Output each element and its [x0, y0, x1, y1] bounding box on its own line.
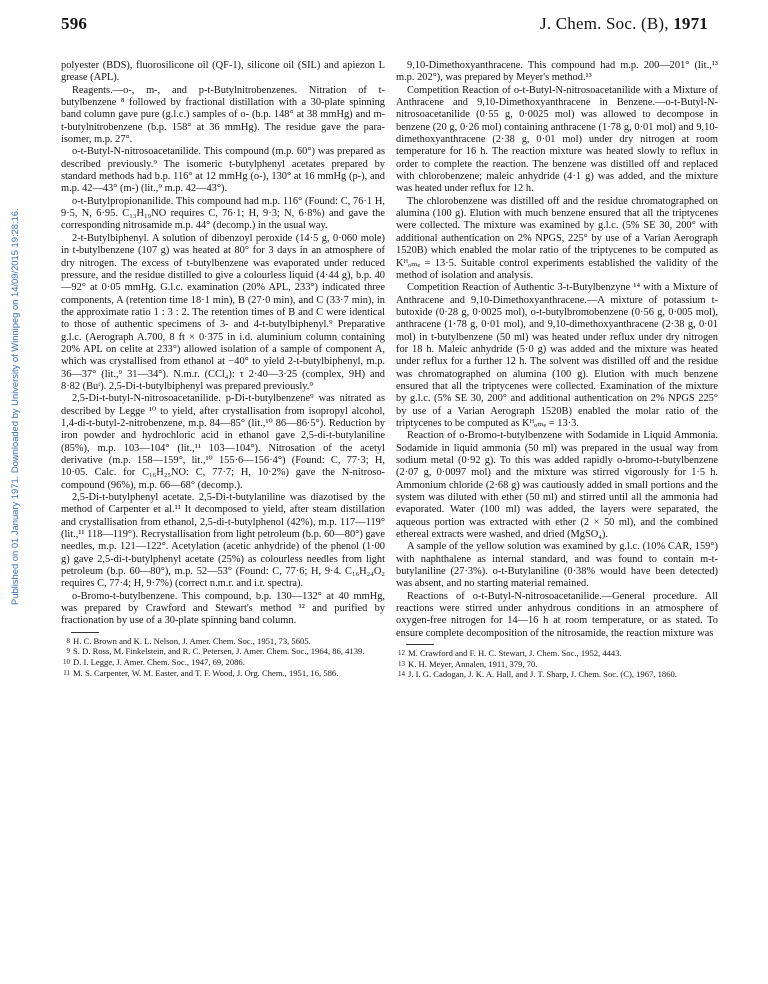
- footnote-text: J. I. G. Cadogan, J. K. A. Hall, and J. T. Sharp, J. Chem. Soc. (C), 1967, 1860.: [408, 669, 677, 680]
- paragraph: 2,5-Di-t-butyl-N-nitrosoacetanilide. p-Di-t-butylbenzene⁹ was nitrated as described by Legge ¹⁰ to yield, after crystallisation from isopropyl alcohol, 1,4-di-t-butyl-2-nitrobenzene, m.p. 84—85° (lit.,¹⁰ 86—86·5°). Reduction by iron powder and hydrochloric acid in ethanol gave 2,5-di-t-butylaniline (85%), m.p. 103—104° (lit.,¹¹ 103—104°). Nitrosation of the acetyl derivative (m.p. 158—159°, lit.,¹⁰ 155·6—156·4°) (Found: C, 77·3; H, 10·05. Calc. for C₁₆H₂₅NO: C, 77·7; H, 10·2%) gave the N-nitroso-compound (96%), m.p. 66—68° (decomp.).: [61, 393, 385, 491]
- footnote: [61, 668, 385, 679]
- paragraph: 9,10-Dimethoxyanthracene. This compound had m.p. 200—201° (lit.,¹³ m.p. 202°), was prepared by Meyer's method.¹³: [396, 60, 718, 84]
- footnote: [61, 646, 385, 657]
- footnote: [61, 657, 385, 668]
- left-column: [61, 60, 385, 678]
- footnote: [396, 669, 718, 680]
- footnote-rule: [71, 632, 99, 633]
- footnote-text: S. D. Ross, M. Finkelstein, and R. C. Petersen, J. Amer. Chem. Soc., 1964, 86, 4139.: [73, 646, 365, 657]
- paragraph: A sample of the yellow solution was examined by g.l.c. (10% CAR, 159°) with naphthalene as internal standard, and was found to contain m-t-butylaniline (27·3%). o-t-Butylaniline (0·38% would have been detected) was absent, and no starting material remained.: [396, 541, 718, 590]
- footnote-mark: 11: [63, 668, 70, 677]
- journal-header: [540, 14, 708, 34]
- footnotes: [61, 632, 385, 678]
- footnote-text: H. C. Brown and K. L. Nelson, J. Amer. Chem. Soc., 1951, 73, 5605.: [73, 635, 311, 646]
- paragraph: 2,5-Di-t-butylphenyl acetate. 2,5-Di-t-butylaniline was diazotised by the method of Carpenter et al.¹¹ It decomposed to yield, after steam distillation and crystallisation from ethanol, 2,5-di-t-butylphenol (42%), m.p. 117—119° (lit.,¹¹ 118—119°). Recrystallisation from light petroleum (b.p. 60—80°) gave needles, m.p. 121—122°. Acetylation (acetic anhydride) of the phenol (1·00 g) gave 2,5-di-t-butylphenyl acetate (25%) as colourless needles from light petroleum (b.p. 60—80°), m.p. 52—53° (Found: C, 77·6; H, 9·4. C₁₆H₂₄O₂ requires C, 77·4; H, 9·7%) (correct n.m.r. and i.r. spectra).: [61, 492, 385, 590]
- download-watermark: Published on 01 January 1971. Downloaded by University of Winnipeg on 14/09/2015 19:28:16.: [9, 208, 20, 605]
- footnote-rule: [406, 644, 434, 645]
- footnote-mark: 14: [398, 670, 405, 679]
- paragraph: Reactions of o-t-Butyl-N-nitrosoacetanilide.—General procedure. All reactions were stirred under anhydrous conditions in an atmosphere of oxygen-free nitrogen for 14—16 h at room temperature, or as stated. To ensure complete decomposition of the nitrosamide, the reaction mixture was: [396, 590, 718, 639]
- paragraph: Reaction of o-Bromo-t-butylbenzene with Sodamide in Liquid Ammonia. Sodamide in liquid ammonia (50 ml) was prepared in the usual way from sodium metal (0·92 g). To this was added rapidly o-bromo-t-butylbenzene (2·07 g, 0·0097 mol) and the mixture was stirred vigorously for 1·5 h. Ammonium chloride (2·68 g) was cautiously added in small portions and the system was diluted with ether (50 ml) and stirred until all the ammonia had evaporated. Water (100 ml) was added, the layers were separated, the aqueous portion was extracted with ether (2 × 50 ml), and the combined ethereal extracts were washed, and dried (MgSO₄).: [396, 430, 718, 541]
- right-column: [396, 60, 718, 680]
- paragraph: 2-t-Butylbiphenyl. A solution of dibenzoyl peroxide (14·5 g, 0·060 mole) in t-butylbenzene (107 g) was heated at 80° for 3 days in an atmosphere of dry nitrogen. The excess of t-butylbenzene was evaporated under reduced pressure, and the residue distilled to give a colourless liquid (4·44 g), b.p. 40—92° at 0·05 mmHg. G.l.c. examination (20% APL, 233°) indicated three components, A (retention time 18·1 min), B (27·0 min), and C (33·7 min), in the approximate ratio 1 : 3 : 2. The retention times of B and C were identical to those of authentic specimens of 3- and 4-t-butylbiphenyl.⁹ Preparative g.l.c. (Aerograph A.700, 8 ft × 0·375 in i.d. aluminium column containing 20% APL on celite at 233°) allowed isolation of a sample of component A, which was crystallised from ethanol at −40° to yield 2-t-butylbiphenyl, m.p. 36—37° (lit.,⁹ 31—34°). N.m.r. (CCl₄): τ 2·40—3·25 (complex, 9H) and 8·82 (Buᵗ). 2,5-Di-t-butylbiphenyl was prepared previously.⁹: [61, 232, 385, 392]
- footnote: [396, 659, 718, 670]
- paragraph: Competition Reaction of o-t-Butyl-N-nitrosoacetanilide with a Mixture of Anthracene and 9,10-Dimethoxyanthracene in Benzene.—o-t-Butyl-N-nitrosoacetanilide (0·55 g, 0·0025 mol) was allowed to decompose in benzene (20 g, 0·26 mol) containing anthracene (1·78 g, 0·01 mol) and 9,10-dimethoxyanthracene (2·38 g, 0·01 mol) under dry nitrogen at room temperature for 16 h. The reaction mixture was heated slowly to reflux in order to complete the reaction. The benzene was distilled off and replaced with chlorobenzene; maleic anhydride (4·1 g) was added, and the mixture was heated under reflux for 12 h.: [396, 84, 718, 195]
- page-number: 596: [61, 14, 88, 33]
- journal-title: J. Chem. Soc. (B),: [540, 14, 669, 33]
- journal-year: 1971: [673, 14, 708, 33]
- paragraph: Reagents.—o-, m-, and p-t-Butylnitrobenzenes. Nitration of t-butylbenzene ⁸ followed by fractional distillation with a 30-plate spinning band column gave pure (g.l.c.) samples of o- (b.p. 148° at 38 mmHg) and m-t-butylnitrobenzene (b.p. 158° at 36 mmHg). The residue gave the para-isomer, m.p. 27°.: [61, 84, 385, 146]
- paragraph: o-t-Butylpropionanilide. This compound had m.p. 116° (Found: C, 76·1 H, 9·5, N, 6·95. C₁₃H₁₉NO requires C, 76·1; H, 9·3; N, 6·8%) and gave the corresponding nitrosamide m.p. 44° (decomp.) in the usual way.: [61, 195, 385, 232]
- paragraph: o-Bromo-t-butylbenzene. This compound, b.p. 130—132° at 40 mmHg, was prepared by Crawford and Stewart's method ¹² and purified by fractionation by use of a 30-plate spinning band column.: [61, 590, 385, 627]
- paragraph: The chlorobenzene was distilled off and the residue chromatographed on alumina (100 g). Elution with much benzene ensured that all the triptycenes were collected. The mixture was examined by g.l.c. (5% SE 30, 200° with additional authentication on 2% NPGS, 225° by use of a Varian Aerograph 1520B) which enabled the molar ratio of the triptycenes to be computed as Kᴴₒₘₑ = 13·5. Suitable control experiments established the validity of the method of isolation and analysis.: [396, 195, 718, 281]
- footnote-mark: 12: [398, 649, 405, 658]
- footnote-text: M. Crawford and F. H. C. Stewart, J. Chem. Soc., 1952, 4443.: [408, 648, 622, 659]
- paragraph: o-t-Butyl-N-nitrosoacetanilide. This compound (m.p. 60°) was prepared as described previously.⁹ The isomeric t-butylphenyl acetates prepared by standard methods had b.p. 116° at 12 mmHg (o-), 130° at 16 mmHg (p-), and m.p. 42—43° (m-) (lit.,⁹ m.p. 42—43°).: [61, 146, 385, 195]
- footnote-text: M. S. Carpenter, W. M. Easter, and T. F. Wood, J. Org. Chem., 1951, 16, 586.: [73, 667, 339, 678]
- footnote-mark: 10: [63, 658, 70, 666]
- footnote-text: D. I. Legge, J. Amer. Chem. Soc., 1947, 69, 2086.: [73, 657, 245, 667]
- footnote-mark: 9: [66, 647, 70, 656]
- paragraph: polyester (BDS), fluorosilicone oil (QF-1), silicone oil (SIL) and apiezon L grease (APL).: [61, 60, 385, 84]
- footnote-mark: 13: [398, 659, 405, 668]
- paragraph: Competition Reaction of Authentic 3-t-Butylbenzyne ¹⁴ with a Mixture of Anthracene and 9,10-Dimethoxyanthracene.—A mixture of potassium t-butoxide (0·28 g, 0·0025 mol), o-t-butylbromobenzene (0·56 g, 0·005 mol), anthracene (1·78 g, 0·01 mol), and 9,10-dimethoxyanthracene (2·38 g, 0·01 mol) in t-butylbenzene (50 ml) was heated under reflux under dry nitrogen for 18 h. Maleic anhydride (5·0 g) was added and the mixture was heated under reflux for a further 12 h. The solvent was distilled off and the residue was chromatographed on alumina (100 g). Elution with much benzene ensured that all the triptycenes were collected. Examination of the mixture by g.l.c. (5% SE 30, 200° and additional authentication on 2% NPGS 225° by use of a Varian Aerograph 1520B) enabled the molar ratio of the triptycenes to be computed as Kᴴₒₘₑ = 13·3.: [396, 282, 718, 429]
- footnote: [396, 648, 718, 659]
- footnote-text: K. H. Meyer, Annalen, 1911, 379, 70.: [408, 658, 538, 669]
- footnotes: [396, 644, 718, 680]
- footnote-mark: 8: [66, 636, 70, 645]
- footnote: [61, 636, 385, 647]
